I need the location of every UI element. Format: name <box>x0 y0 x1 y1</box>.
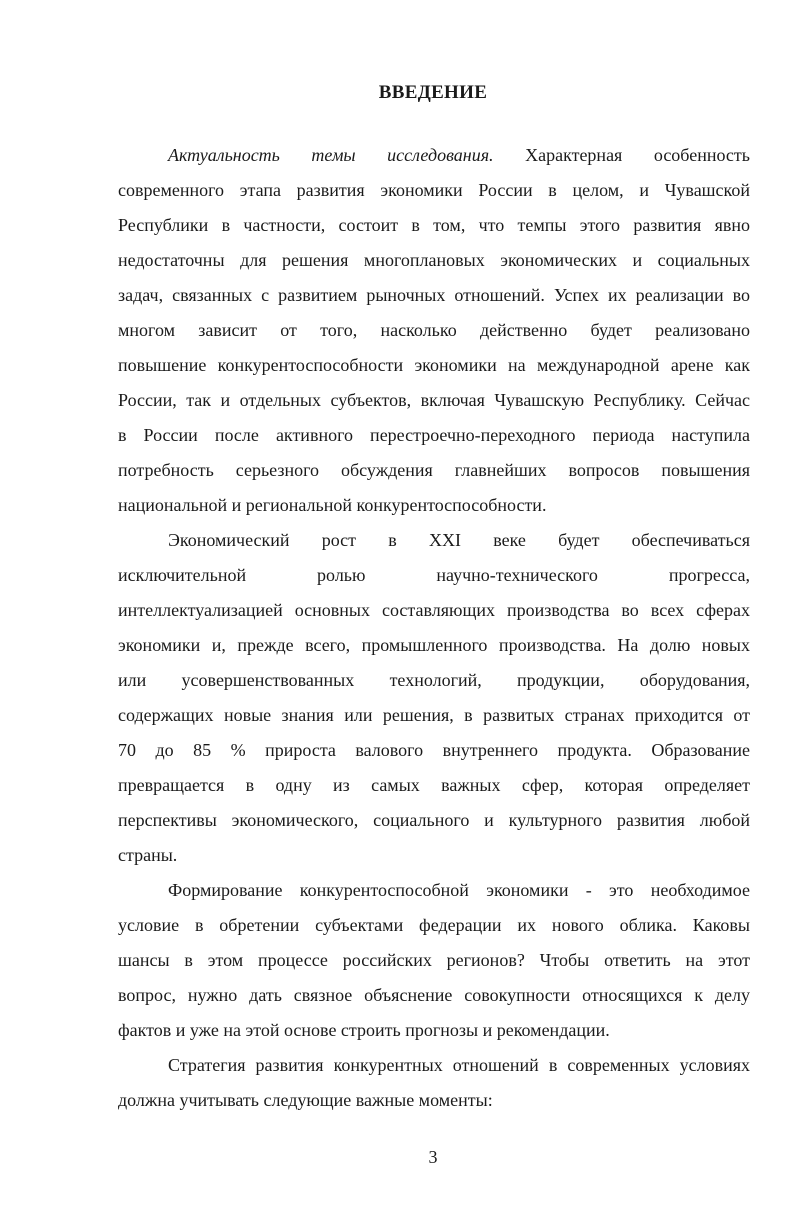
italic-lead: Актуальность темы исследования. <box>168 145 494 165</box>
text-line: потребность серьезного обсуждения главнейших вопросов повышения <box>118 460 750 480</box>
text-line <box>118 138 750 173</box>
text-line: национальной и региональной конкурентоспособности. <box>118 495 547 515</box>
text-line: недостаточны для решения многоплановых экономических и социальных <box>118 250 750 270</box>
line-text: Характерная особенность <box>493 145 750 165</box>
text-line: 70 до 85 % прироста валового внутреннего продукта. Образование <box>118 740 750 760</box>
text-line: фактов и уже на этой основе строить прогнозы и рекомендации. <box>118 1020 610 1040</box>
text-line: или усовершенствованных технологий, продукции, оборудования, <box>118 670 750 690</box>
text-line: должна учитывать следующие важные моменты: <box>118 1090 493 1110</box>
text-line: интеллектуализацией основных составляющих производства во всех сферах <box>118 600 750 620</box>
text-line: Формирование конкурентоспособной экономики - это необходимое <box>168 880 750 900</box>
text-line: экономики и, прежде всего, промышленного производства. На долю новых <box>118 635 750 655</box>
text-line: шансы в этом процессе российских регионов? Чтобы ответить на этот <box>118 950 750 970</box>
text-line: исключительной ролью научно-технического прогресса, <box>118 565 750 585</box>
text-line: задач, связанных с развитием рыночных отношений. Успех их реализации во <box>118 285 750 305</box>
text-line: Стратегия развития конкурентных отношений в современных условиях <box>168 1055 750 1075</box>
text-line: вопрос, нужно дать связное объяснение совокупности относящихся к делу <box>118 985 750 1005</box>
text-line: повышение конкурентоспособности экономики на международной арене как <box>118 355 750 375</box>
page-title: ВВЕДЕНИЕ <box>378 82 488 103</box>
text-line: превращается в одну из самых важных сфер, которая определяет <box>118 775 750 795</box>
page-number: 3 <box>428 1147 438 1167</box>
paragraph-3 <box>118 873 750 1048</box>
paragraph-1 <box>118 138 750 523</box>
text-line: перспективы экономического, социального и культурного развития любой <box>118 810 750 830</box>
text-line: Республики в частности, состоит в том, что темпы этого развития явно <box>118 215 750 235</box>
body-text <box>118 138 750 1118</box>
paragraph-2 <box>118 523 750 873</box>
text-line: многом зависит от того, насколько действенно будет реализовано <box>118 320 750 340</box>
text-line: России, так и отдельных субъектов, включая Чувашскую Республику. Сейчас <box>118 390 750 410</box>
paragraph-4 <box>118 1048 750 1118</box>
text-line: современного этапа развития экономики России в целом, и Чувашской <box>118 180 750 200</box>
text-line: Экономический рост в XXI веке будет обеспечиваться <box>168 530 750 550</box>
text-line: страны. <box>118 845 178 865</box>
text-line: содержащих новые знания или решения, в развитых странах приходится от <box>118 705 750 725</box>
text-line: условие в обретении субъектами федерации их нового облика. Каковы <box>118 915 750 935</box>
text-line: в России после активного перестроечно-переходного периода наступила <box>118 425 750 445</box>
